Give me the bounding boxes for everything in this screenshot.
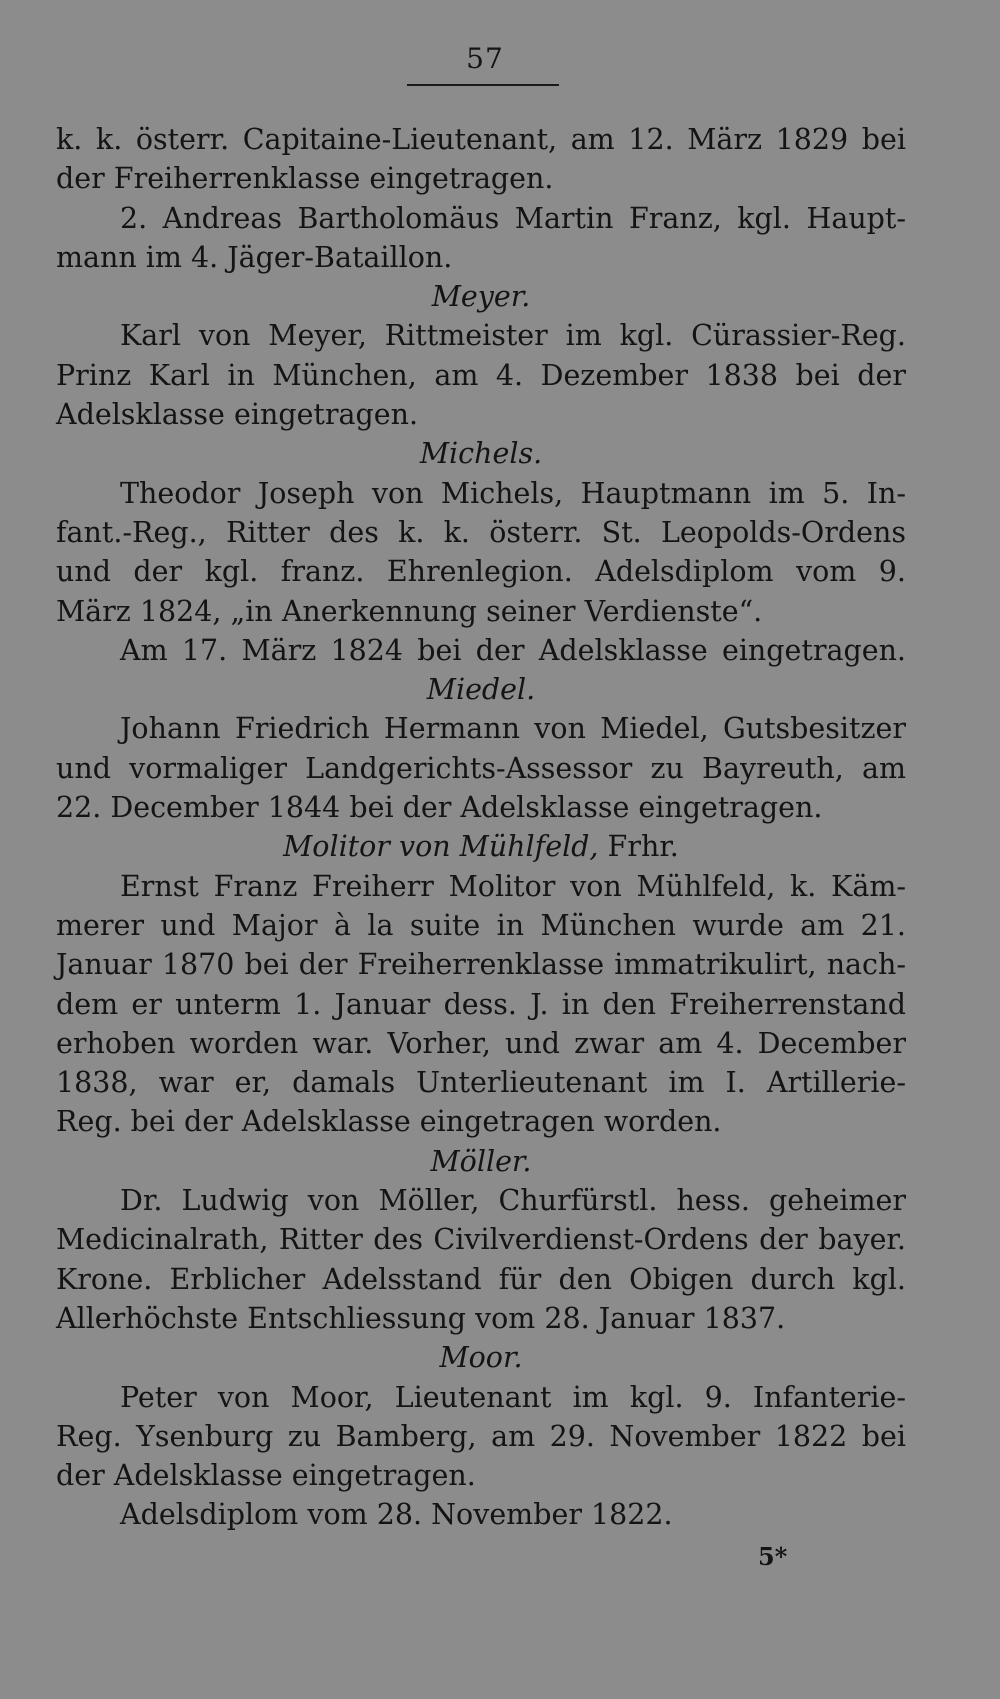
text-line: der Adelsklasse eingetragen. xyxy=(56,1459,476,1493)
text-line: Am 17. März 1824 bei der Adelsklasse eingetragen. xyxy=(120,633,906,667)
text-line: Allerhöchste Entschliessung vom 28. Januar 1837. xyxy=(56,1301,786,1335)
page-text xyxy=(56,120,906,1535)
text-line: Dr. Ludwig von Möller, Churfürstl. hess. geheimer xyxy=(120,1184,906,1218)
page-number: 57 xyxy=(466,42,504,75)
text-line: merer und Major à la suite in München wurde am 21. xyxy=(56,908,906,942)
text-line: Theodor Joseph von Michels, Hauptmann im 5. In- xyxy=(120,476,906,510)
text-line: 2. Andreas Bartholomäus Martin Franz, kgl. Haupt- xyxy=(120,201,906,235)
printer-signature-mark: 5* xyxy=(758,1542,788,1571)
text-line: Prinz Karl in München, am 4. Dezember 1838 bei der xyxy=(56,358,906,392)
text-line: dem er unterm 1. Januar dess. J. in den Freiherrenstand xyxy=(56,987,906,1021)
text-line: Januar 1870 bei der Freiherrenklasse immatrikulirt, nach- xyxy=(56,948,906,982)
text-line: 22. December 1844 bei der Adelsklasse eingetragen. xyxy=(56,791,823,825)
text-line: fant.-Reg., Ritter des k. k. österr. St. Leopolds-Ordens xyxy=(56,515,906,549)
entry-heading-moeller: Möller. xyxy=(430,1144,532,1178)
text-line: Reg. bei der Adelsklasse eingetragen worden. xyxy=(56,1105,722,1139)
entry-heading-molitor-name: Molitor von Mühlfeld, xyxy=(283,830,599,864)
entry-heading-michels: Michels. xyxy=(419,437,543,471)
entry-heading-molitor xyxy=(56,827,906,866)
entry-heading-molitor-title: Frhr. xyxy=(598,830,679,864)
text-line: Adelsdiplom vom 28. November 1822. xyxy=(120,1498,673,1532)
text-line: und vormaliger Landgerichts-Assessor zu Bayreuth, am xyxy=(56,751,906,785)
text-line: 1838, war er, damals Unterlieutenant im I. Artillerie- xyxy=(56,1066,906,1100)
text-line: Adelsklasse eingetragen. xyxy=(56,398,419,432)
text-line: Peter von Moor, Lieutenant im kgl. 9. Infanterie- xyxy=(120,1380,906,1414)
text-line: der Freiherrenklasse eingetragen. xyxy=(56,162,554,196)
page-number-rule xyxy=(407,84,559,86)
text-line: Ernst Franz Freiherr Molitor von Mühlfeld, k. Käm- xyxy=(120,869,906,903)
text-line: März 1824, „in Anerkennung seiner Verdienste“. xyxy=(56,594,763,628)
text-line: erhoben worden war. Vorher, und zwar am 4. December xyxy=(56,1026,906,1060)
text-line: Karl von Meyer, Rittmeister im kgl. Cürassier-Reg. xyxy=(120,319,906,353)
entry-heading-miedel: Miedel. xyxy=(426,673,536,707)
text-line: k. k. österr. Capitaine-Lieutenant, am 12. März 1829 bei xyxy=(56,123,906,156)
text-line: Medicinalrath, Ritter des Civilverdienst-Ordens der bayer. xyxy=(56,1223,906,1257)
text-line: Krone. Erblicher Adelsstand für den Obigen durch kgl. xyxy=(56,1262,906,1296)
text-line: mann im 4. Jäger-Bataillon. xyxy=(56,240,453,274)
text-line: Johann Friedrich Hermann von Miedel, Gutsbesitzer xyxy=(120,712,906,746)
entry-heading-meyer: Meyer. xyxy=(431,280,531,314)
entry-heading-moor: Moor. xyxy=(439,1341,523,1375)
text-line: und der kgl. franz. Ehrenlegion. Adelsdiplom vom 9. xyxy=(56,555,906,589)
text-line: Reg. Ysenburg zu Bamberg, am 29. November 1822 bei xyxy=(56,1419,906,1453)
